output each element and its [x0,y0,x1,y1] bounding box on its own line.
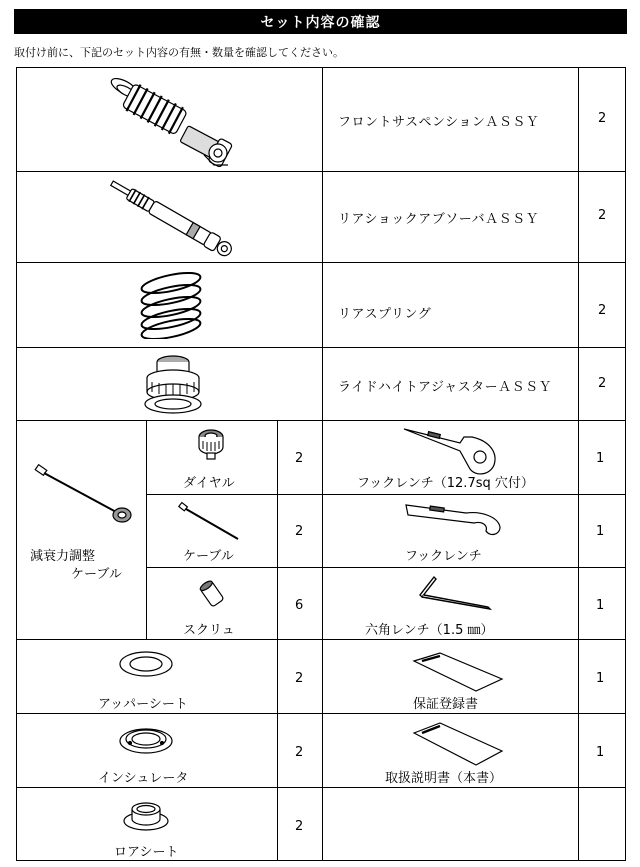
dial-name: ダイヤル [183,476,235,491]
warranty-card-qty: 1 [596,671,605,686]
front-suspension-name: フロントサスペンションＡＳＳＹ [338,115,540,130]
front-suspension-icon [96,71,246,167]
hook-wrench-icon [402,499,506,539]
hook-wrench-hole-name: フックレンチ（12.7sq 穴付） [357,476,534,491]
hook-wrench-hole-icon [398,423,508,477]
upper-seat-name: アッパーシート [98,697,188,712]
section-title: セット内容の確認 [14,9,627,34]
cable-name: ケーブル [183,549,234,564]
lower-seat-qty: 2 [295,819,304,834]
damping-cable-icon [34,461,134,523]
rear-shock-qty: 2 [598,208,607,223]
screw-icon [198,579,226,609]
dial-knob-icon [196,427,226,461]
hook-wrench-name: フックレンチ [405,549,482,564]
manual-booklet-name: 取扱説明書（本書） [385,771,503,786]
upper-seat-icon [116,649,176,679]
hex-key-qty: 1 [596,598,605,613]
ride-height-name: ライドハイトアジャスターＡＳＳＹ [338,380,553,395]
warranty-card-icon [410,651,506,695]
dial-qty: 2 [295,451,304,466]
cable-qty: 2 [295,524,304,539]
ride-height-qty: 2 [598,376,607,391]
height-adjuster-icon [142,352,204,416]
hook-wrench-hole-qty: 1 [596,451,605,466]
upper-seat-qty: 2 [295,671,304,686]
hook-wrench-qty: 1 [596,524,605,539]
parts-table [16,67,626,861]
front-suspension-qty: 2 [598,111,607,126]
lower-seat-name: ロアシート [114,845,179,860]
damping-group-label-2: ケーブル [71,567,122,582]
intro-text: 取付け前に、下記のセット内容の有無・数量を確認してください。 [14,46,344,59]
damping-group-label-1: 減衰力調整 [30,549,96,564]
hex-key-name: 六角レンチ（1.5 ㎜） [365,623,494,638]
screw-name: スクリュ [183,623,235,638]
rear-shock-name: リアショックアブソーバＡＳＳＹ [338,212,540,227]
lower-seat-icon [120,795,172,833]
hex-key-icon [416,573,496,613]
rear-spring-name: リアスプリング [338,307,432,322]
insulator-icon [116,723,176,757]
screw-qty: 6 [295,598,304,613]
insulator-name: インシュレータ [98,771,189,786]
manual-booklet-qty: 1 [596,745,605,760]
rear-shock-absorber-icon [96,177,246,261]
insulator-qty: 2 [295,745,304,760]
manual-booklet-icon [410,721,506,769]
warranty-card-name: 保証登録書 [413,697,479,712]
cable-icon [178,501,244,543]
rear-spring-qty: 2 [598,303,607,318]
coil-spring-icon [131,271,211,339]
